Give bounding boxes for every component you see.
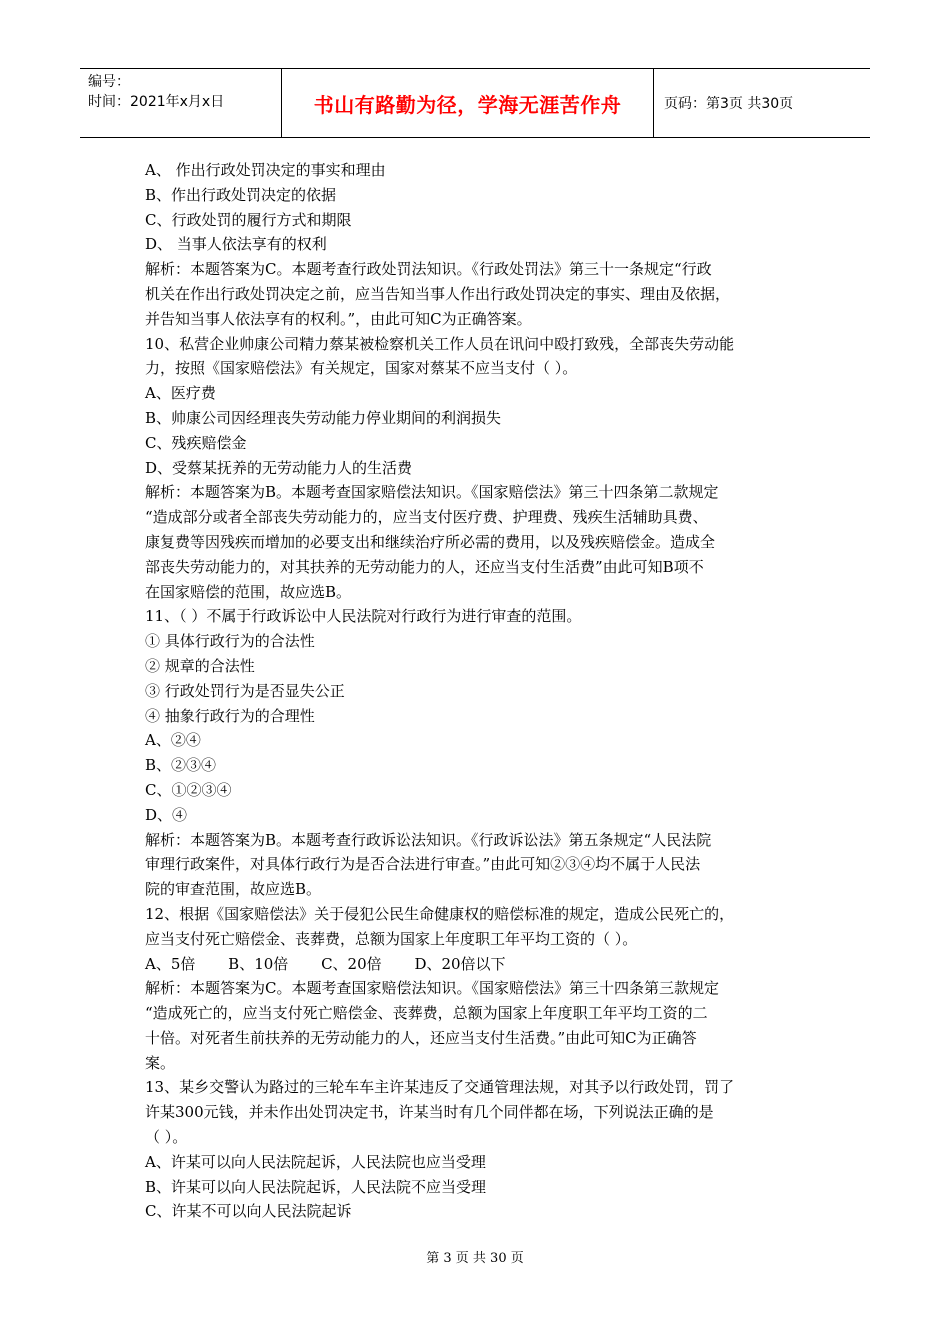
text-line: 解析：本题答案为B。本题考查行政诉讼法知识。《行政诉讼法》第五条规定“人民法院 — [145, 830, 712, 849]
text-line: 部丧失劳动能力的，对其扶养的无劳动能力的人，还应当支付生活费”由此可知B项不 — [145, 557, 704, 576]
text-line: 应当支付死亡赔偿金、丧葬费，总额为国家上年度职工年平均工资的（ ）。 — [145, 929, 638, 948]
text-line: ③ 行政处罚行为是否显失公正 — [145, 681, 345, 700]
text-line: “造成部分或者全部丧失劳动能力的，应当支付医疗费、护理费、残疾生活辅助具费、 — [145, 508, 708, 527]
text-line: “造成死亡的，应当支付死亡赔偿金、丧葬费，总额为国家上年度职工年平均工资的二 — [145, 1004, 708, 1023]
text-line: （ ）。 — [145, 1128, 188, 1147]
number-label: 编号： — [88, 74, 130, 90]
header-motto-cell — [282, 69, 654, 137]
page-header — [80, 68, 870, 138]
header-info-cell — [80, 69, 282, 137]
text-line: 在国家赔偿的范围，故应选B。 — [145, 582, 352, 601]
text-line: B、②③④ — [145, 756, 217, 775]
text-line: C、许某不可以向人民法院起诉 — [145, 1202, 352, 1221]
text-line: B、许某可以向人民法院起诉，人民法院不应当受理 — [145, 1177, 487, 1196]
text-line: A、许某可以向人民法院起诉，人民法院也应当受理 — [145, 1152, 486, 1171]
text-line: D、 当事人依法享有的权利 — [145, 235, 327, 254]
text-line: 康复费等因残疾而增加的必要支出和继续治疗所必需的费用，以及残疾赔偿金。造成全 — [145, 532, 716, 551]
text-line: 十倍。对死者生前扶养的无劳动能力的人，还应当支付生活费。”由此可知C为正确答 — [145, 1028, 697, 1047]
text-line: 12、根据《国家赔偿法》关于侵犯公民生命健康权的赔偿标准的规定，造成公民死亡的， — [145, 904, 735, 923]
motto-text: 书山有路勤为径，学海无涯苦作舟 — [313, 92, 622, 117]
text-line: A、 作出行政处罚决定的事实和理由 — [145, 161, 386, 179]
text-line: 解析：本题答案为B。本题考查国家赔偿法知识。《国家赔偿法》第三十四条第二款规定 — [145, 483, 719, 502]
text-line: D、受蔡某抚养的无劳动能力人的生活费 — [145, 458, 413, 477]
text-line: 解析：本题答案为C。本题考查行政处罚法知识。《行政处罚法》第三十一条规定“行政 — [145, 260, 712, 279]
text-line: 解析：本题答案为C。本题考查国家赔偿法知识。《国家赔偿法》第三十四条第三款规定 — [145, 979, 719, 998]
text-line: 院的审查范围，故应选B。 — [145, 880, 322, 899]
text-line: C、行政处罚的履行方式和期限 — [145, 210, 352, 229]
q12-option-d: D、20倍以下 — [414, 954, 506, 973]
text-line: 10、私营企业帅康公司精力蔡某被检察机关工作人员在讯问中殴打致残，全部丧失劳动能 — [145, 334, 735, 353]
text-line: B、作出行政处罚决定的依据 — [145, 185, 337, 204]
text-block-2 — [145, 976, 810, 1224]
text-line: C、①②③④ — [145, 780, 232, 799]
header-page-cell — [654, 69, 870, 137]
page-footer: 第 3 页 共 30 页 — [426, 1251, 524, 1266]
text-line: 11、（ ）不属于行政诉讼中人民法院对行政行为进行审查的范围。 — [145, 607, 582, 626]
text-line: A、②④ — [145, 731, 201, 750]
text-line: ① 具体行政行为的合法性 — [145, 632, 315, 651]
document-body — [145, 158, 810, 1224]
text-line: 力，按照《国家赔偿法》有关规定，国家对蔡某不应当支付（ ）。 — [145, 359, 578, 378]
text-line: 机关在作出行政处罚决定之前，应当告知当事人作出行政处罚决定的事实、理由及依据， — [145, 284, 731, 303]
q12-option-c: C、20倍 — [321, 954, 382, 973]
text-line: D、④ — [145, 805, 188, 824]
q12-option-a: A、5倍 — [145, 954, 196, 973]
text-line: A、医疗费 — [145, 384, 216, 403]
text-line: B、帅康公司因经理丧失劳动能力停业期间的利润损失 — [145, 408, 502, 427]
date-label: 时间：2021年x月x日 — [88, 94, 225, 110]
text-line: 并告知当事人依法享有的权利。”，由此可知C为正确答案。 — [145, 309, 532, 328]
text-line: ④ 抽象行政行为的合理性 — [145, 706, 315, 725]
text-line: 审理行政案件，对具体行政行为是否合法进行审查。”由此可知②③④均不属于人民法 — [145, 855, 701, 874]
text-line: 13、某乡交警认为路过的三轮车车主许某违反了交通管理法规，对其予以行政处罚，罚了 — [145, 1078, 735, 1097]
text-block-1 — [145, 158, 810, 952]
text-line: ② 规章的合法性 — [145, 656, 255, 675]
text-line: 许某300元钱，并未作出处罚决定书，许某当时有几个同伴都在场，下列说法正确的是 — [145, 1103, 714, 1122]
q12-option-b: B、10倍 — [228, 954, 289, 973]
q12-options — [145, 952, 810, 977]
text-line: 案。 — [145, 1053, 176, 1072]
page-label: 页码：第3页 共30页 — [664, 96, 794, 112]
text-line: C、残疾赔偿金 — [145, 433, 247, 452]
